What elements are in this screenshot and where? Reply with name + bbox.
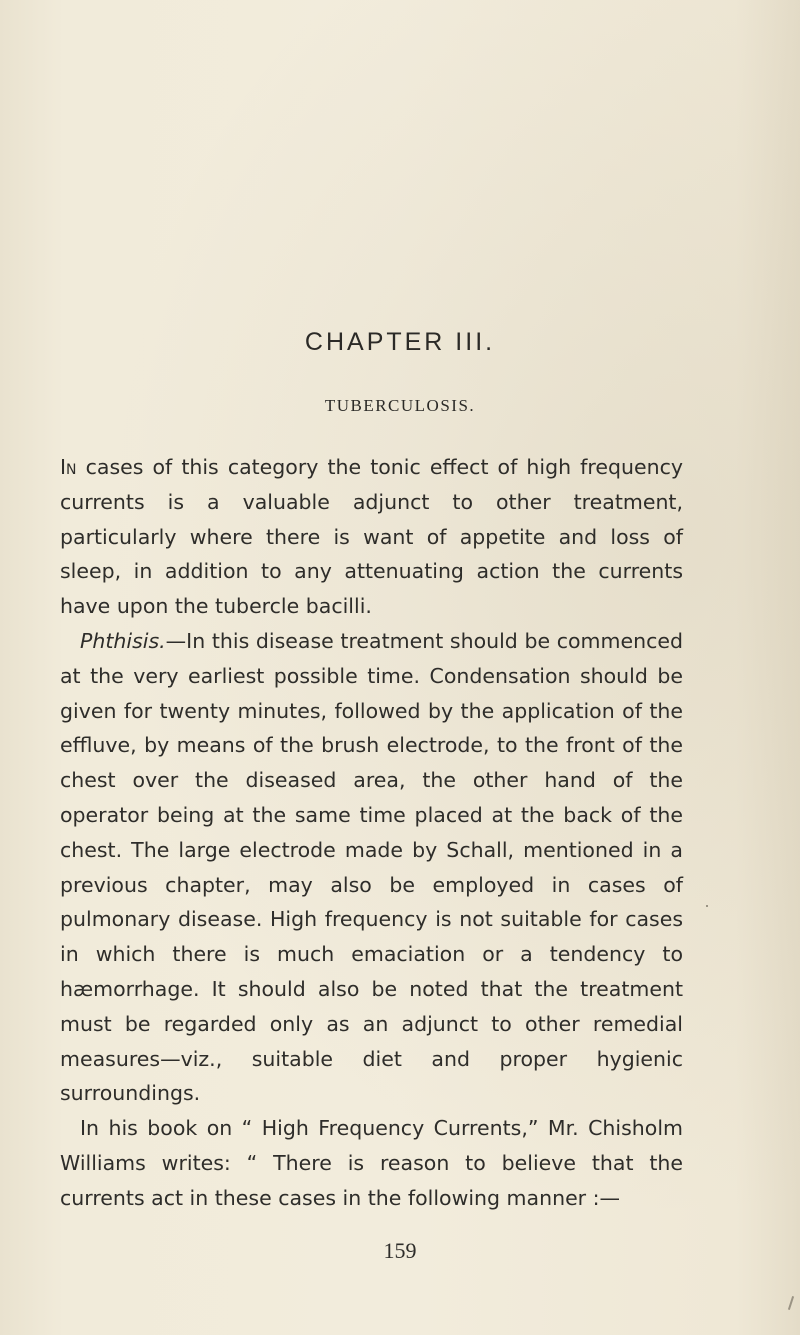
paragraph-3: In his book on “ High Frequency Currents,” Mr. Chisholm Williams writes: “ There is reason to believe that the currents act in these cases in the following manner :— [60,1116,683,1210]
paragraph-1 [60,450,683,624]
paper-speck [706,905,708,907]
body-text [60,450,683,1216]
subsection-heading: Phthisis. [80,628,166,653]
chapter-heading: CHAPTER III. [304,328,496,356]
paragraph-opening-word: In [60,455,77,479]
page-number: 159 [383,1238,417,1263]
paragraph-2-text: —In this disease treatment should be commenced at the very earliest possible time. Condensation should be given for twenty minutes, followed by the application of the effluve, by means of the brush electrode, to the front of the chest over the diseased area, the other hand of the operator being at the same time placed at the back of the chest. The large electrode made by Schall, mentioned in a previous chapter, may also be employed in cases of pulmonary disease. High frequency is not suitable for cases in which there is much emaciation or a tendency to hæmorrhage. It should also be noted that the treatment must be regarded only as an adjunct to other remedial measures—viz., suitable diet and proper hygienic surroundings. [60,628,683,1106]
section-title: TUBERCULOSIS. [324,396,476,415]
paragraph-2 [60,624,683,1111]
paragraph-1-text: cases of this category the tonic effect of high frequency currents is a valuable adjunct to other treatment, particularly where there is want of appetite and loss of sleep, in addition to any attenuating action the currents have upon the tubercle bacilli. [60,455,683,619]
paper-speck [788,1296,794,1310]
